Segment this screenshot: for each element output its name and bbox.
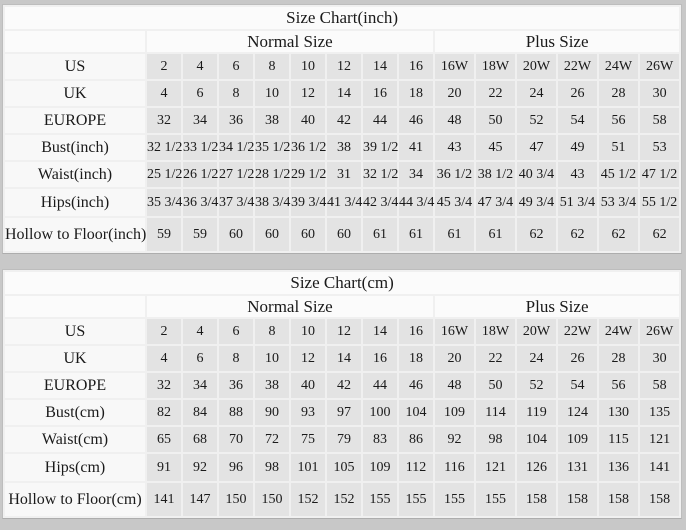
size-value-cell: 96 xyxy=(219,454,253,481)
size-value-cell: 68 xyxy=(183,427,217,452)
size-value-cell: 59 xyxy=(147,218,181,251)
size-chart-cm-body xyxy=(5,319,679,516)
size-value-cell: 12 xyxy=(327,319,361,344)
size-value-cell: 50 xyxy=(476,373,515,398)
size-value-cell: 54 xyxy=(558,373,597,398)
size-value-cell: 16W xyxy=(435,319,474,344)
size-value-cell: 16 xyxy=(399,54,433,79)
row-label: US xyxy=(5,54,145,79)
size-value-cell: 8 xyxy=(255,319,289,344)
size-value-cell: 40 xyxy=(291,373,325,398)
size-value-cell: 18W xyxy=(476,319,515,344)
size-value-cell: 33 1/2 xyxy=(183,135,217,160)
size-value-cell: 6 xyxy=(219,319,253,344)
size-value-cell: 22 xyxy=(476,81,515,106)
size-value-cell: 16 xyxy=(363,81,397,106)
size-value-cell: 56 xyxy=(599,373,638,398)
size-value-cell: 14 xyxy=(327,346,361,371)
row-label: Bust(cm) xyxy=(5,400,145,425)
table-row xyxy=(5,162,679,187)
size-value-cell: 109 xyxy=(558,427,597,452)
size-value-cell: 4 xyxy=(183,54,217,79)
size-value-cell: 50 xyxy=(476,108,515,133)
size-value-cell: 12 xyxy=(291,81,325,106)
size-value-cell: 4 xyxy=(183,319,217,344)
corner-cell xyxy=(5,296,145,317)
size-value-cell: 8 xyxy=(219,346,253,371)
size-value-cell: 47 1/2 xyxy=(640,162,679,187)
size-value-cell: 2 xyxy=(147,54,181,79)
corner-cell xyxy=(5,31,145,52)
size-value-cell: 47 3/4 xyxy=(476,189,515,216)
size-value-cell: 22W xyxy=(558,319,597,344)
size-value-cell: 97 xyxy=(327,400,361,425)
size-value-cell: 44 xyxy=(363,373,397,398)
size-value-cell: 30 xyxy=(640,346,679,371)
size-value-cell: 48 xyxy=(435,108,474,133)
size-value-cell: 4 xyxy=(147,81,181,106)
size-value-cell: 20W xyxy=(517,54,556,79)
size-value-cell: 46 xyxy=(399,373,433,398)
table-row xyxy=(5,81,679,106)
size-value-cell: 104 xyxy=(517,427,556,452)
size-value-cell: 124 xyxy=(558,400,597,425)
row-label: Waist(cm) xyxy=(5,427,145,452)
size-value-cell: 60 xyxy=(327,218,361,251)
size-value-cell: 79 xyxy=(327,427,361,452)
size-value-cell: 37 3/4 xyxy=(219,189,253,216)
size-value-cell: 10 xyxy=(291,54,325,79)
size-group-header-row xyxy=(5,31,679,52)
row-label: Hollow to Floor(cm) xyxy=(5,483,145,516)
size-value-cell: 16W xyxy=(435,54,474,79)
size-value-cell: 61 xyxy=(399,218,433,251)
size-value-cell: 75 xyxy=(291,427,325,452)
size-value-cell: 155 xyxy=(476,483,515,516)
size-value-cell: 26 1/2 xyxy=(183,162,217,187)
size-value-cell: 92 xyxy=(183,454,217,481)
size-value-cell: 109 xyxy=(435,400,474,425)
size-value-cell: 38 xyxy=(255,373,289,398)
size-value-cell: 2 xyxy=(147,319,181,344)
row-label: Hips(cm) xyxy=(5,454,145,481)
size-value-cell: 38 1/2 xyxy=(476,162,515,187)
size-value-cell: 72 xyxy=(255,427,289,452)
row-label: US xyxy=(5,319,145,344)
size-value-cell: 36 1/2 xyxy=(291,135,325,160)
size-value-cell: 88 xyxy=(219,400,253,425)
size-value-cell: 150 xyxy=(219,483,253,516)
size-value-cell: 98 xyxy=(255,454,289,481)
size-value-cell: 61 xyxy=(435,218,474,251)
size-value-cell: 152 xyxy=(327,483,361,516)
table-row xyxy=(5,189,679,216)
size-value-cell: 6 xyxy=(183,346,217,371)
size-group-header-row xyxy=(5,296,679,317)
size-value-cell: 38 3/4 xyxy=(255,189,289,216)
size-value-cell: 12 xyxy=(327,54,361,79)
size-value-cell: 38 xyxy=(255,108,289,133)
size-value-cell: 43 xyxy=(435,135,474,160)
size-value-cell: 31 xyxy=(327,162,361,187)
size-value-cell: 116 xyxy=(435,454,474,481)
size-value-cell: 44 xyxy=(363,108,397,133)
size-value-cell: 155 xyxy=(399,483,433,516)
size-value-cell: 112 xyxy=(399,454,433,481)
size-value-cell: 32 xyxy=(147,108,181,133)
size-value-cell: 26 xyxy=(558,346,597,371)
size-value-cell: 141 xyxy=(640,454,679,481)
size-value-cell: 20W xyxy=(517,319,556,344)
row-label: Bust(inch) xyxy=(5,135,145,160)
size-value-cell: 61 xyxy=(476,218,515,251)
size-value-cell: 158 xyxy=(558,483,597,516)
size-value-cell: 8 xyxy=(255,54,289,79)
size-value-cell: 158 xyxy=(640,483,679,516)
table-row xyxy=(5,427,679,452)
size-value-cell: 60 xyxy=(291,218,325,251)
row-label: EUROPE xyxy=(5,108,145,133)
size-value-cell: 41 xyxy=(399,135,433,160)
size-value-cell: 34 xyxy=(183,373,217,398)
plus-size-header: Plus Size xyxy=(435,296,679,317)
size-value-cell: 38 xyxy=(327,135,361,160)
size-value-cell: 10 xyxy=(255,81,289,106)
size-chart-inch-body xyxy=(5,54,679,251)
size-value-cell: 8 xyxy=(219,81,253,106)
size-value-cell: 36 1/2 xyxy=(435,162,474,187)
plus-size-header: Plus Size xyxy=(435,31,679,52)
size-value-cell: 22W xyxy=(558,54,597,79)
size-value-cell: 42 xyxy=(327,108,361,133)
size-value-cell: 45 xyxy=(476,135,515,160)
table-row xyxy=(5,319,679,344)
size-value-cell: 4 xyxy=(147,346,181,371)
size-value-cell: 28 xyxy=(599,346,638,371)
size-value-cell: 32 xyxy=(147,373,181,398)
size-value-cell: 42 xyxy=(327,373,361,398)
size-value-cell: 158 xyxy=(599,483,638,516)
size-value-cell: 58 xyxy=(640,373,679,398)
table-title-row xyxy=(5,7,679,29)
size-value-cell: 54 xyxy=(558,108,597,133)
size-value-cell: 47 xyxy=(517,135,556,160)
size-chart-inch-table xyxy=(2,4,682,254)
size-value-cell: 53 3/4 xyxy=(599,189,638,216)
size-value-cell: 131 xyxy=(558,454,597,481)
size-value-cell: 24 xyxy=(517,81,556,106)
size-value-cell: 101 xyxy=(291,454,325,481)
size-value-cell: 32 1/2 xyxy=(147,135,181,160)
table-row xyxy=(5,108,679,133)
size-value-cell: 51 xyxy=(599,135,638,160)
size-value-cell: 62 xyxy=(599,218,638,251)
size-value-cell: 65 xyxy=(147,427,181,452)
size-value-cell: 52 xyxy=(517,108,556,133)
row-label: Hips(inch) xyxy=(5,189,145,216)
size-value-cell: 18 xyxy=(399,346,433,371)
size-value-cell: 25 1/2 xyxy=(147,162,181,187)
size-value-cell: 135 xyxy=(640,400,679,425)
size-value-cell: 35 1/2 xyxy=(255,135,289,160)
size-value-cell: 22 xyxy=(476,346,515,371)
size-value-cell: 10 xyxy=(255,346,289,371)
size-value-cell: 10 xyxy=(291,319,325,344)
table-row xyxy=(5,373,679,398)
size-value-cell: 104 xyxy=(399,400,433,425)
size-value-cell: 51 3/4 xyxy=(558,189,597,216)
size-value-cell: 60 xyxy=(219,218,253,251)
table-row xyxy=(5,346,679,371)
size-value-cell: 86 xyxy=(399,427,433,452)
size-value-cell: 152 xyxy=(291,483,325,516)
size-value-cell: 100 xyxy=(363,400,397,425)
size-value-cell: 52 xyxy=(517,373,556,398)
size-value-cell: 58 xyxy=(640,108,679,133)
size-value-cell: 24W xyxy=(599,319,638,344)
chart-title: Size Chart(cm) xyxy=(5,272,679,294)
size-value-cell: 150 xyxy=(255,483,289,516)
size-value-cell: 20 xyxy=(435,346,474,371)
size-value-cell: 36 xyxy=(219,108,253,133)
size-value-cell: 26W xyxy=(640,319,679,344)
size-value-cell: 27 1/2 xyxy=(219,162,253,187)
size-value-cell: 35 3/4 xyxy=(147,189,181,216)
size-value-cell: 62 xyxy=(640,218,679,251)
size-value-cell: 12 xyxy=(291,346,325,371)
size-value-cell: 41 3/4 xyxy=(327,189,361,216)
size-value-cell: 155 xyxy=(435,483,474,516)
size-value-cell: 83 xyxy=(363,427,397,452)
size-value-cell: 53 xyxy=(640,135,679,160)
size-value-cell: 24W xyxy=(599,54,638,79)
size-value-cell: 114 xyxy=(476,400,515,425)
size-value-cell: 49 xyxy=(558,135,597,160)
size-value-cell: 44 3/4 xyxy=(399,189,433,216)
size-value-cell: 105 xyxy=(327,454,361,481)
size-value-cell: 45 3/4 xyxy=(435,189,474,216)
size-value-cell: 91 xyxy=(147,454,181,481)
size-value-cell: 158 xyxy=(517,483,556,516)
size-value-cell: 59 xyxy=(183,218,217,251)
size-value-cell: 28 1/2 xyxy=(255,162,289,187)
size-value-cell: 62 xyxy=(558,218,597,251)
size-value-cell: 39 3/4 xyxy=(291,189,325,216)
size-value-cell: 28 xyxy=(599,81,638,106)
table-row xyxy=(5,54,679,79)
size-value-cell: 32 1/2 xyxy=(363,162,397,187)
size-value-cell: 30 xyxy=(640,81,679,106)
size-value-cell: 90 xyxy=(255,400,289,425)
size-value-cell: 55 1/2 xyxy=(640,189,679,216)
size-value-cell: 14 xyxy=(363,319,397,344)
size-value-cell: 16 xyxy=(399,319,433,344)
size-value-cell: 84 xyxy=(183,400,217,425)
size-value-cell: 48 xyxy=(435,373,474,398)
table-row xyxy=(5,218,679,251)
size-value-cell: 98 xyxy=(476,427,515,452)
size-value-cell: 18W xyxy=(476,54,515,79)
size-value-cell: 18 xyxy=(399,81,433,106)
size-value-cell: 26W xyxy=(640,54,679,79)
table-row xyxy=(5,135,679,160)
size-value-cell: 34 1/2 xyxy=(219,135,253,160)
size-value-cell: 62 xyxy=(517,218,556,251)
size-value-cell: 46 xyxy=(399,108,433,133)
size-value-cell: 20 xyxy=(435,81,474,106)
chart-title: Size Chart(inch) xyxy=(5,7,679,29)
size-value-cell: 14 xyxy=(363,54,397,79)
row-label: UK xyxy=(5,81,145,106)
size-value-cell: 36 3/4 xyxy=(183,189,217,216)
size-value-cell: 121 xyxy=(476,454,515,481)
size-value-cell: 155 xyxy=(363,483,397,516)
row-label: Waist(inch) xyxy=(5,162,145,187)
size-value-cell: 115 xyxy=(599,427,638,452)
size-value-cell: 36 xyxy=(219,373,253,398)
table-row xyxy=(5,400,679,425)
size-value-cell: 16 xyxy=(363,346,397,371)
size-value-cell: 121 xyxy=(640,427,679,452)
size-value-cell: 40 xyxy=(291,108,325,133)
table-row xyxy=(5,454,679,481)
size-value-cell: 82 xyxy=(147,400,181,425)
normal-size-header: Normal Size xyxy=(147,296,433,317)
row-label: Hollow to Floor(inch) xyxy=(5,218,145,251)
size-value-cell: 147 xyxy=(183,483,217,516)
size-value-cell: 126 xyxy=(517,454,556,481)
size-value-cell: 56 xyxy=(599,108,638,133)
size-chart-cm-table xyxy=(2,269,682,519)
size-value-cell: 61 xyxy=(363,218,397,251)
normal-size-header: Normal Size xyxy=(147,31,433,52)
size-value-cell: 109 xyxy=(363,454,397,481)
size-value-cell: 70 xyxy=(219,427,253,452)
size-value-cell: 34 xyxy=(183,108,217,133)
table-title-row xyxy=(5,272,679,294)
size-value-cell: 130 xyxy=(599,400,638,425)
size-value-cell: 14 xyxy=(327,81,361,106)
size-value-cell: 26 xyxy=(558,81,597,106)
row-label: UK xyxy=(5,346,145,371)
table-row xyxy=(5,483,679,516)
size-value-cell: 93 xyxy=(291,400,325,425)
size-value-cell: 40 3/4 xyxy=(517,162,556,187)
size-value-cell: 42 3/4 xyxy=(363,189,397,216)
size-value-cell: 141 xyxy=(147,483,181,516)
size-value-cell: 60 xyxy=(255,218,289,251)
size-value-cell: 39 1/2 xyxy=(363,135,397,160)
size-value-cell: 29 1/2 xyxy=(291,162,325,187)
row-label: EUROPE xyxy=(5,373,145,398)
size-value-cell: 24 xyxy=(517,346,556,371)
size-value-cell: 43 xyxy=(558,162,597,187)
size-value-cell: 92 xyxy=(435,427,474,452)
size-value-cell: 6 xyxy=(183,81,217,106)
size-value-cell: 136 xyxy=(599,454,638,481)
size-value-cell: 34 xyxy=(399,162,433,187)
size-value-cell: 45 1/2 xyxy=(599,162,638,187)
size-value-cell: 49 3/4 xyxy=(517,189,556,216)
size-value-cell: 6 xyxy=(219,54,253,79)
size-value-cell: 119 xyxy=(517,400,556,425)
